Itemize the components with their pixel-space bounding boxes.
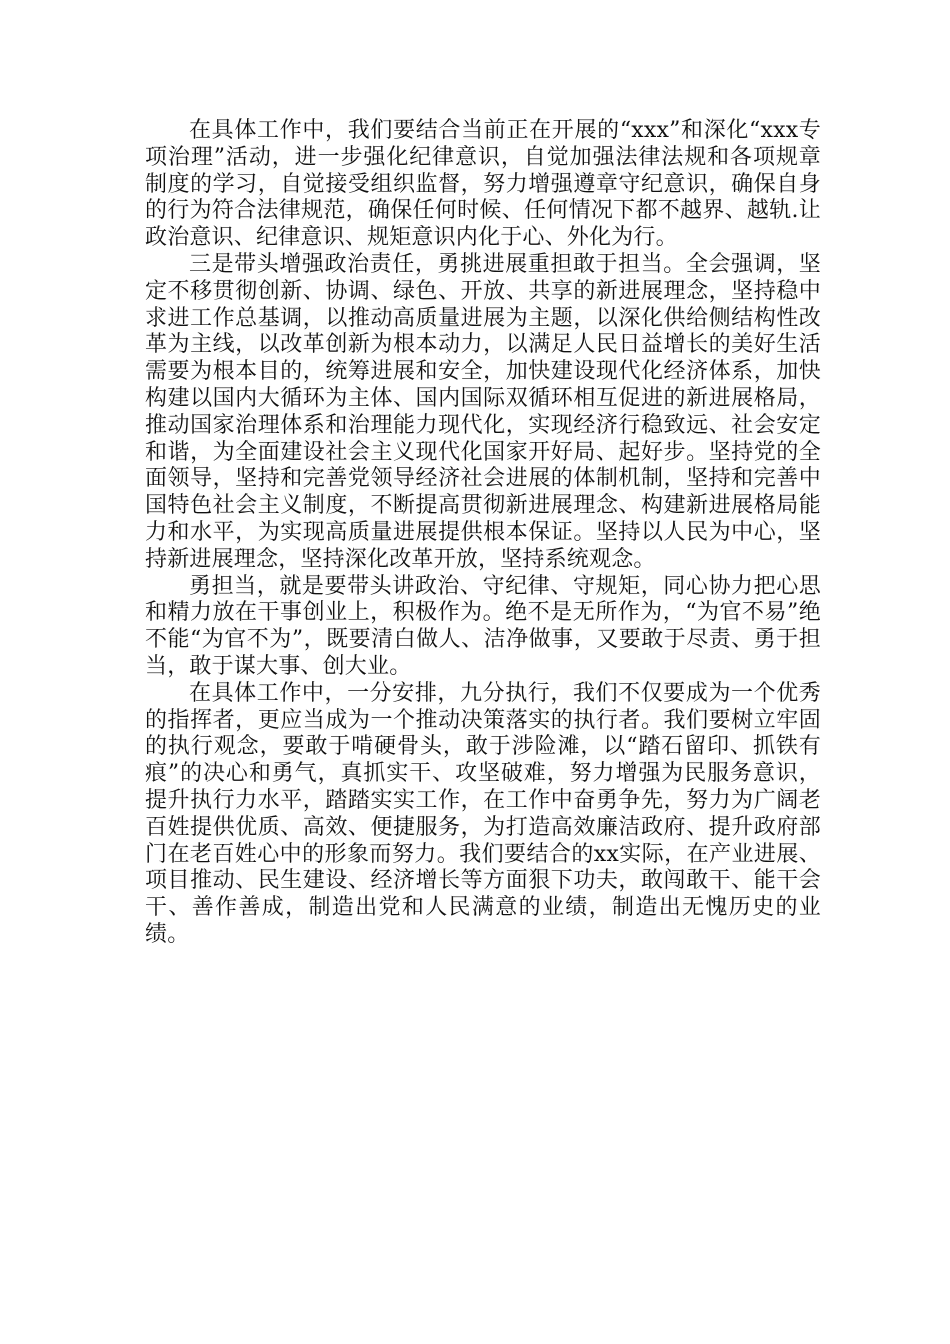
document-body	[145, 118, 821, 949]
paragraph-3: 勇担当，就是要带头讲政治、守纪律、守规矩，同心协力把心思和精力放在干事创业上，积极作为。绝不是无所作为，“为官不易”绝不能“为官不为”，既要清白做人、洁净做事，又要敢于尽责、勇于担当，敢于谋大事、创大业。	[145, 573, 821, 679]
paragraph-1: 在具体工作中，我们要结合当前正在开展的“xxx”和深化“xxx专项治理”活动，进一步强化纪律意识，自觉加强法律法规和各项规章制度的学习，自觉接受组织监督，努力增强遵章守纪意识，确保自身的行为符合法律规范，确保任何时候、任何情况下都不越界、越轨.让政治意识、纪律意识、规矩意识内化于心、外化为行。	[145, 118, 821, 251]
paragraph-2: 三是带头增强政治责任，勇挑进展重担敢于担当。全会强调，坚定不移贯彻创新、协调、绿色、开放、共享的新进展理念，坚持稳中求进工作总基调，以推动高质量进展为主题，以深化供给侧结构性改革为主线，以改革创新为根本动力，以满足人民日益增长的美好生活需要为根本目的，统筹进展和安全，加快建设现代化经济体系，加快构建以国内大循环为主体、国内国际双循环相互促进的新进展格局，推动国家治理体系和治理能力现代化，实现经济行稳致远、社会安定和谐，为全面建设社会主义现代化国家开好局、起好步。坚持党的全面领导，坚持和完善党领导经济社会进展的体制机制，坚持和完善中国特色社会主义制度，不断提高贯彻新进展理念、构建新进展格局能力和水平，为实现高质量进展提供根本保证。坚持以人民为中心，坚持新进展理念，坚持深化改革开放，坚持系统观念。	[145, 251, 821, 572]
paragraph-4: 在具体工作中，一分安排，九分执行，我们不仅要成为一个优秀的指挥者，更应当成为一个推动决策落实的执行者。我们要树立牢固的执行观念，要敢于啃硬骨头，敢于涉险滩，以“踏石留印、抓铁有痕”的决心和勇气，真抓实干、攻坚破难，努力增强为民服务意识，提升执行力水平，踏踏实实工作，在工作中奋勇争先，努力为广阔老百姓提供优质、高效、便捷服务，为打造高效廉洁政府、提升政府部门在老百姓心中的形象而努力。我们要结合的xx实际，在产业进展、项目推动、民生建设、经济增长等方面狠下功夫，敢闯敢干、能干会干、善作善成，制造出党和人民满意的业绩，制造出无愧历史的业绩。	[145, 680, 821, 947]
